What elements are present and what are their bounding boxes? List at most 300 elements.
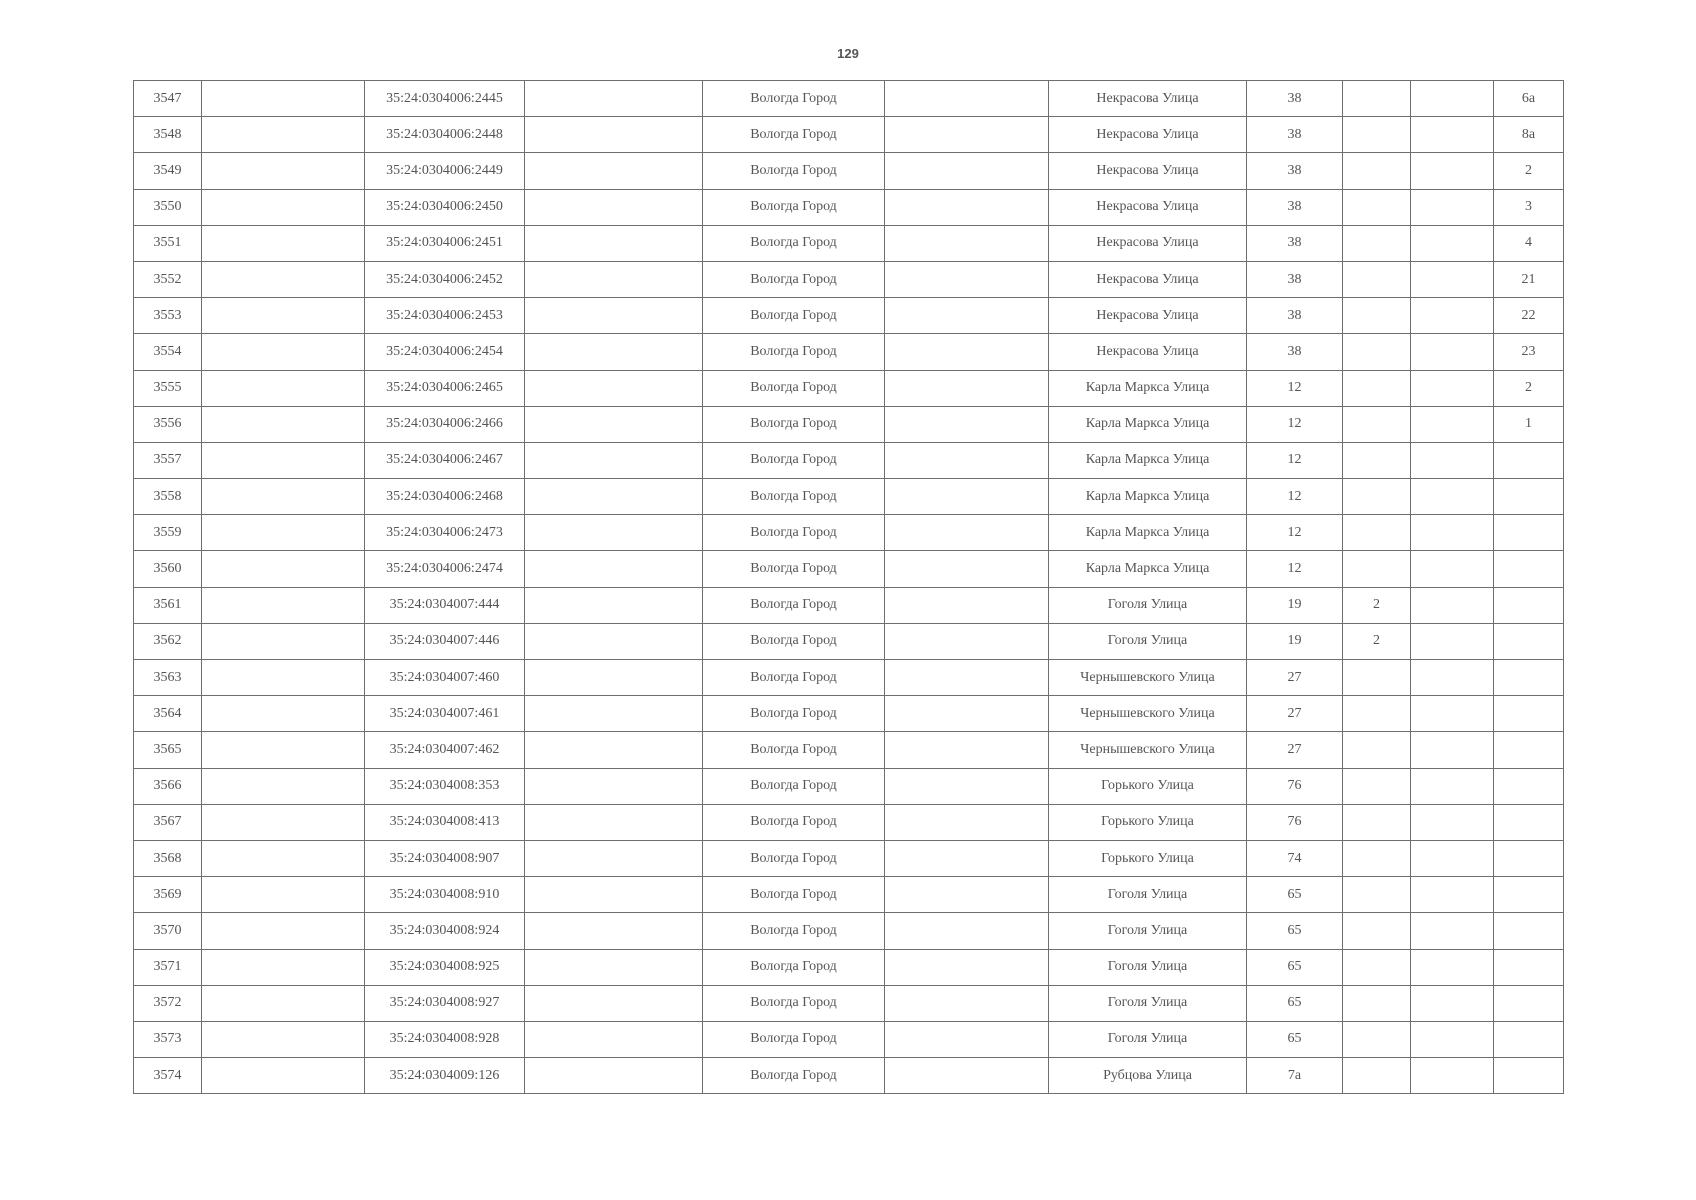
apartment-cell: 3 bbox=[1494, 189, 1564, 225]
column-10-cell bbox=[1411, 732, 1494, 768]
row-number-cell: 3555 bbox=[134, 370, 202, 406]
column-10-cell bbox=[1411, 81, 1494, 117]
apartment-cell: 8а bbox=[1494, 117, 1564, 153]
column-6-cell bbox=[885, 442, 1049, 478]
column-4-cell bbox=[525, 515, 703, 551]
row-number-cell: 3556 bbox=[134, 406, 202, 442]
house-number-cell: 65 bbox=[1247, 913, 1343, 949]
column-4-cell bbox=[525, 117, 703, 153]
column-6-cell bbox=[885, 1058, 1049, 1094]
column-4-cell bbox=[525, 1058, 703, 1094]
table-row bbox=[134, 370, 1564, 406]
column-2-cell bbox=[202, 1058, 365, 1094]
table-row bbox=[134, 877, 1564, 913]
row-number-cell: 3560 bbox=[134, 551, 202, 587]
cadastral-number-cell: 35:24:0304008:927 bbox=[365, 985, 525, 1021]
building-cell bbox=[1343, 840, 1411, 876]
table-row bbox=[134, 840, 1564, 876]
row-number-cell: 3569 bbox=[134, 877, 202, 913]
house-number-cell: 19 bbox=[1247, 587, 1343, 623]
cadastral-number-cell: 35:24:0304006:2453 bbox=[365, 298, 525, 334]
column-2-cell bbox=[202, 298, 365, 334]
column-6-cell bbox=[885, 840, 1049, 876]
column-10-cell bbox=[1411, 877, 1494, 913]
street-cell: Некрасова Улица bbox=[1049, 153, 1247, 189]
column-10-cell bbox=[1411, 442, 1494, 478]
apartment-cell: 2 bbox=[1494, 370, 1564, 406]
building-cell bbox=[1343, 660, 1411, 696]
house-number-cell: 38 bbox=[1247, 334, 1343, 370]
column-6-cell bbox=[885, 81, 1049, 117]
column-2-cell bbox=[202, 732, 365, 768]
cadastral-number-cell: 35:24:0304006:2467 bbox=[365, 442, 525, 478]
column-10-cell bbox=[1411, 913, 1494, 949]
street-cell: Некрасова Улица bbox=[1049, 334, 1247, 370]
street-cell: Некрасова Улица bbox=[1049, 117, 1247, 153]
city-cell: Вологда Город bbox=[703, 840, 885, 876]
city-cell: Вологда Город bbox=[703, 913, 885, 949]
street-cell: Чернышевского Улица bbox=[1049, 660, 1247, 696]
cadastral-number-cell: 35:24:0304006:2474 bbox=[365, 551, 525, 587]
table-row bbox=[134, 913, 1564, 949]
building-cell bbox=[1343, 189, 1411, 225]
city-cell: Вологда Город bbox=[703, 877, 885, 913]
column-6-cell bbox=[885, 587, 1049, 623]
house-number-cell: 65 bbox=[1247, 877, 1343, 913]
cadastral-number-cell: 35:24:0304006:2473 bbox=[365, 515, 525, 551]
row-number-cell: 3566 bbox=[134, 768, 202, 804]
column-6-cell bbox=[885, 117, 1049, 153]
city-cell: Вологда Город bbox=[703, 515, 885, 551]
apartment-cell bbox=[1494, 551, 1564, 587]
city-cell: Вологда Город bbox=[703, 804, 885, 840]
house-number-cell: 12 bbox=[1247, 406, 1343, 442]
city-cell: Вологда Город bbox=[703, 660, 885, 696]
column-10-cell bbox=[1411, 153, 1494, 189]
column-4-cell bbox=[525, 913, 703, 949]
column-4-cell bbox=[525, 370, 703, 406]
building-cell bbox=[1343, 913, 1411, 949]
street-cell: Некрасова Улица bbox=[1049, 261, 1247, 297]
column-10-cell bbox=[1411, 587, 1494, 623]
column-10-cell bbox=[1411, 804, 1494, 840]
cadastral-number-cell: 35:24:0304006:2466 bbox=[365, 406, 525, 442]
column-6-cell bbox=[885, 298, 1049, 334]
city-cell: Вологда Город bbox=[703, 1021, 885, 1057]
apartment-cell bbox=[1494, 840, 1564, 876]
row-number-cell: 3547 bbox=[134, 81, 202, 117]
apartment-cell bbox=[1494, 768, 1564, 804]
apartment-cell bbox=[1494, 696, 1564, 732]
building-cell bbox=[1343, 1021, 1411, 1057]
cadastral-number-cell: 35:24:0304008:928 bbox=[365, 1021, 525, 1057]
column-2-cell bbox=[202, 515, 365, 551]
city-cell: Вологда Город bbox=[703, 225, 885, 261]
table-row bbox=[134, 261, 1564, 297]
column-6-cell bbox=[885, 479, 1049, 515]
column-4-cell bbox=[525, 696, 703, 732]
cadastral-number-cell: 35:24:0304007:460 bbox=[365, 660, 525, 696]
cadastral-number-cell: 35:24:0304006:2451 bbox=[365, 225, 525, 261]
house-number-cell: 12 bbox=[1247, 551, 1343, 587]
house-number-cell: 38 bbox=[1247, 298, 1343, 334]
column-2-cell bbox=[202, 261, 365, 297]
column-4-cell bbox=[525, 877, 703, 913]
city-cell: Вологда Город bbox=[703, 949, 885, 985]
row-number-cell: 3570 bbox=[134, 913, 202, 949]
table-row bbox=[134, 1021, 1564, 1057]
street-cell: Карла Маркса Улица bbox=[1049, 442, 1247, 478]
column-6-cell bbox=[885, 696, 1049, 732]
building-cell bbox=[1343, 406, 1411, 442]
column-6-cell bbox=[885, 660, 1049, 696]
building-cell bbox=[1343, 117, 1411, 153]
column-6-cell bbox=[885, 225, 1049, 261]
street-cell: Гоголя Улица bbox=[1049, 1021, 1247, 1057]
table-row bbox=[134, 1058, 1564, 1094]
column-2-cell bbox=[202, 768, 365, 804]
column-10-cell bbox=[1411, 660, 1494, 696]
house-number-cell: 65 bbox=[1247, 1021, 1343, 1057]
house-number-cell: 38 bbox=[1247, 153, 1343, 189]
building-cell bbox=[1343, 949, 1411, 985]
row-number-cell: 3557 bbox=[134, 442, 202, 478]
table-row bbox=[134, 225, 1564, 261]
city-cell: Вологда Город bbox=[703, 406, 885, 442]
table-row bbox=[134, 804, 1564, 840]
apartment-cell bbox=[1494, 1021, 1564, 1057]
city-cell: Вологда Город bbox=[703, 732, 885, 768]
column-2-cell bbox=[202, 370, 365, 406]
building-cell bbox=[1343, 985, 1411, 1021]
column-6-cell bbox=[885, 877, 1049, 913]
column-6-cell bbox=[885, 913, 1049, 949]
cadastral-number-cell: 35:24:0304007:462 bbox=[365, 732, 525, 768]
column-6-cell bbox=[885, 334, 1049, 370]
street-cell: Гоголя Улица bbox=[1049, 623, 1247, 659]
table-row bbox=[134, 442, 1564, 478]
street-cell: Карла Маркса Улица bbox=[1049, 406, 1247, 442]
table-row bbox=[134, 660, 1564, 696]
column-4-cell bbox=[525, 732, 703, 768]
column-4-cell bbox=[525, 442, 703, 478]
column-2-cell bbox=[202, 442, 365, 478]
table-row bbox=[134, 334, 1564, 370]
column-10-cell bbox=[1411, 298, 1494, 334]
column-6-cell bbox=[885, 1021, 1049, 1057]
column-4-cell bbox=[525, 840, 703, 876]
street-cell: Некрасова Улица bbox=[1049, 189, 1247, 225]
street-cell: Гоголя Улица bbox=[1049, 913, 1247, 949]
column-4-cell bbox=[525, 551, 703, 587]
apartment-cell: 1 bbox=[1494, 406, 1564, 442]
table-row bbox=[134, 732, 1564, 768]
apartment-cell bbox=[1494, 949, 1564, 985]
table-row bbox=[134, 985, 1564, 1021]
house-number-cell: 38 bbox=[1247, 225, 1343, 261]
column-6-cell bbox=[885, 189, 1049, 225]
column-10-cell bbox=[1411, 189, 1494, 225]
building-cell bbox=[1343, 261, 1411, 297]
apartment-cell bbox=[1494, 587, 1564, 623]
building-cell bbox=[1343, 696, 1411, 732]
column-10-cell bbox=[1411, 1021, 1494, 1057]
city-cell: Вологда Город bbox=[703, 261, 885, 297]
street-cell: Гоголя Улица bbox=[1049, 949, 1247, 985]
street-cell: Некрасова Улица bbox=[1049, 298, 1247, 334]
city-cell: Вологда Город bbox=[703, 623, 885, 659]
table-row bbox=[134, 406, 1564, 442]
table-row bbox=[134, 949, 1564, 985]
table-row bbox=[134, 189, 1564, 225]
column-2-cell bbox=[202, 1021, 365, 1057]
column-10-cell bbox=[1411, 479, 1494, 515]
column-2-cell bbox=[202, 81, 365, 117]
column-4-cell bbox=[525, 189, 703, 225]
column-10-cell bbox=[1411, 840, 1494, 876]
street-cell: Горького Улица bbox=[1049, 804, 1247, 840]
column-2-cell bbox=[202, 225, 365, 261]
cadastral-number-cell: 35:24:0304007:446 bbox=[365, 623, 525, 659]
column-2-cell bbox=[202, 189, 365, 225]
city-cell: Вологда Город bbox=[703, 334, 885, 370]
row-number-cell: 3552 bbox=[134, 261, 202, 297]
cadastral-number-cell: 35:24:0304006:2465 bbox=[365, 370, 525, 406]
row-number-cell: 3565 bbox=[134, 732, 202, 768]
building-cell bbox=[1343, 442, 1411, 478]
building-cell bbox=[1343, 334, 1411, 370]
cadastral-number-cell: 35:24:0304008:907 bbox=[365, 840, 525, 876]
column-4-cell bbox=[525, 225, 703, 261]
column-2-cell bbox=[202, 334, 365, 370]
table-row bbox=[134, 696, 1564, 732]
column-10-cell bbox=[1411, 334, 1494, 370]
apartment-cell: 4 bbox=[1494, 225, 1564, 261]
table-row bbox=[134, 479, 1564, 515]
apartment-cell: 22 bbox=[1494, 298, 1564, 334]
building-cell bbox=[1343, 225, 1411, 261]
house-number-cell: 7а bbox=[1247, 1058, 1343, 1094]
column-2-cell bbox=[202, 696, 365, 732]
column-2-cell bbox=[202, 623, 365, 659]
row-number-cell: 3568 bbox=[134, 840, 202, 876]
column-6-cell bbox=[885, 153, 1049, 189]
row-number-cell: 3567 bbox=[134, 804, 202, 840]
registry-table bbox=[133, 80, 1564, 1094]
building-cell bbox=[1343, 768, 1411, 804]
building-cell bbox=[1343, 804, 1411, 840]
city-cell: Вологда Город bbox=[703, 587, 885, 623]
house-number-cell: 12 bbox=[1247, 479, 1343, 515]
building-cell bbox=[1343, 479, 1411, 515]
apartment-cell bbox=[1494, 804, 1564, 840]
column-10-cell bbox=[1411, 696, 1494, 732]
registry-body bbox=[134, 81, 1564, 1094]
cadastral-number-cell: 35:24:0304008:910 bbox=[365, 877, 525, 913]
row-number-cell: 3573 bbox=[134, 1021, 202, 1057]
table-row bbox=[134, 587, 1564, 623]
column-6-cell bbox=[885, 370, 1049, 406]
house-number-cell: 74 bbox=[1247, 840, 1343, 876]
column-4-cell bbox=[525, 261, 703, 297]
cadastral-number-cell: 35:24:0304008:925 bbox=[365, 949, 525, 985]
column-2-cell bbox=[202, 804, 365, 840]
building-cell bbox=[1343, 153, 1411, 189]
row-number-cell: 3559 bbox=[134, 515, 202, 551]
row-number-cell: 3571 bbox=[134, 949, 202, 985]
house-number-cell: 19 bbox=[1247, 623, 1343, 659]
house-number-cell: 12 bbox=[1247, 442, 1343, 478]
column-10-cell bbox=[1411, 370, 1494, 406]
city-cell: Вологда Город bbox=[703, 298, 885, 334]
table-row bbox=[134, 81, 1564, 117]
street-cell: Карла Маркса Улица bbox=[1049, 370, 1247, 406]
city-cell: Вологда Город bbox=[703, 479, 885, 515]
apartment-cell: 21 bbox=[1494, 261, 1564, 297]
city-cell: Вологда Город bbox=[703, 117, 885, 153]
column-4-cell bbox=[525, 298, 703, 334]
house-number-cell: 76 bbox=[1247, 768, 1343, 804]
column-2-cell bbox=[202, 406, 365, 442]
column-6-cell bbox=[885, 732, 1049, 768]
column-6-cell bbox=[885, 551, 1049, 587]
apartment-cell bbox=[1494, 623, 1564, 659]
apartment-cell: 6а bbox=[1494, 81, 1564, 117]
column-2-cell bbox=[202, 117, 365, 153]
column-6-cell bbox=[885, 768, 1049, 804]
row-number-cell: 3563 bbox=[134, 660, 202, 696]
street-cell: Карла Маркса Улица bbox=[1049, 479, 1247, 515]
row-number-cell: 3549 bbox=[134, 153, 202, 189]
column-6-cell bbox=[885, 515, 1049, 551]
building-cell bbox=[1343, 877, 1411, 913]
column-10-cell bbox=[1411, 261, 1494, 297]
column-2-cell bbox=[202, 479, 365, 515]
table-row bbox=[134, 551, 1564, 587]
column-2-cell bbox=[202, 660, 365, 696]
house-number-cell: 65 bbox=[1247, 949, 1343, 985]
building-cell bbox=[1343, 370, 1411, 406]
column-10-cell bbox=[1411, 949, 1494, 985]
apartment-cell bbox=[1494, 913, 1564, 949]
apartment-cell: 23 bbox=[1494, 334, 1564, 370]
apartment-cell bbox=[1494, 877, 1564, 913]
building-cell bbox=[1343, 515, 1411, 551]
column-10-cell bbox=[1411, 406, 1494, 442]
house-number-cell: 76 bbox=[1247, 804, 1343, 840]
city-cell: Вологда Город bbox=[703, 696, 885, 732]
building-cell bbox=[1343, 298, 1411, 334]
row-number-cell: 3548 bbox=[134, 117, 202, 153]
column-2-cell bbox=[202, 985, 365, 1021]
column-4-cell bbox=[525, 623, 703, 659]
cadastral-number-cell: 35:24:0304006:2449 bbox=[365, 153, 525, 189]
column-2-cell bbox=[202, 877, 365, 913]
column-4-cell bbox=[525, 804, 703, 840]
column-6-cell bbox=[885, 406, 1049, 442]
table-row bbox=[134, 298, 1564, 334]
column-10-cell bbox=[1411, 515, 1494, 551]
column-4-cell bbox=[525, 81, 703, 117]
page-number: 129 bbox=[837, 46, 859, 61]
column-10-cell bbox=[1411, 551, 1494, 587]
column-10-cell bbox=[1411, 1058, 1494, 1094]
column-2-cell bbox=[202, 551, 365, 587]
column-4-cell bbox=[525, 406, 703, 442]
street-cell: Карла Маркса Улица bbox=[1049, 551, 1247, 587]
street-cell: Некрасова Улица bbox=[1049, 225, 1247, 261]
building-cell bbox=[1343, 551, 1411, 587]
apartment-cell bbox=[1494, 442, 1564, 478]
column-4-cell bbox=[525, 587, 703, 623]
apartment-cell bbox=[1494, 515, 1564, 551]
table-row bbox=[134, 623, 1564, 659]
city-cell: Вологда Город bbox=[703, 985, 885, 1021]
building-cell: 2 bbox=[1343, 623, 1411, 659]
apartment-cell bbox=[1494, 1058, 1564, 1094]
column-4-cell bbox=[525, 153, 703, 189]
house-number-cell: 12 bbox=[1247, 370, 1343, 406]
city-cell: Вологда Город bbox=[703, 551, 885, 587]
street-cell: Гоголя Улица bbox=[1049, 587, 1247, 623]
building-cell bbox=[1343, 81, 1411, 117]
column-2-cell bbox=[202, 840, 365, 876]
column-6-cell bbox=[885, 985, 1049, 1021]
row-number-cell: 3561 bbox=[134, 587, 202, 623]
house-number-cell: 27 bbox=[1247, 660, 1343, 696]
apartment-cell bbox=[1494, 985, 1564, 1021]
row-number-cell: 3574 bbox=[134, 1058, 202, 1094]
street-cell: Гоголя Улица bbox=[1049, 985, 1247, 1021]
city-cell: Вологда Город bbox=[703, 81, 885, 117]
house-number-cell: 38 bbox=[1247, 117, 1343, 153]
cadastral-number-cell: 35:24:0304008:413 bbox=[365, 804, 525, 840]
column-4-cell bbox=[525, 768, 703, 804]
column-4-cell bbox=[525, 334, 703, 370]
column-2-cell bbox=[202, 913, 365, 949]
column-10-cell bbox=[1411, 985, 1494, 1021]
column-4-cell bbox=[525, 1021, 703, 1057]
cadastral-number-cell: 35:24:0304007:444 bbox=[365, 587, 525, 623]
street-cell: Горького Улица bbox=[1049, 768, 1247, 804]
street-cell: Чернышевского Улица bbox=[1049, 696, 1247, 732]
column-2-cell bbox=[202, 587, 365, 623]
cadastral-number-cell: 35:24:0304006:2450 bbox=[365, 189, 525, 225]
cadastral-number-cell: 35:24:0304007:461 bbox=[365, 696, 525, 732]
street-cell: Горького Улица bbox=[1049, 840, 1247, 876]
column-6-cell bbox=[885, 261, 1049, 297]
house-number-cell: 27 bbox=[1247, 696, 1343, 732]
apartment-cell bbox=[1494, 732, 1564, 768]
house-number-cell: 12 bbox=[1247, 515, 1343, 551]
cadastral-number-cell: 35:24:0304006:2468 bbox=[365, 479, 525, 515]
house-number-cell: 65 bbox=[1247, 985, 1343, 1021]
city-cell: Вологда Город bbox=[703, 442, 885, 478]
cadastral-number-cell: 35:24:0304008:924 bbox=[365, 913, 525, 949]
apartment-cell: 2 bbox=[1494, 153, 1564, 189]
cadastral-number-cell: 35:24:0304006:2452 bbox=[365, 261, 525, 297]
column-6-cell bbox=[885, 804, 1049, 840]
city-cell: Вологда Город bbox=[703, 1058, 885, 1094]
house-number-cell: 38 bbox=[1247, 261, 1343, 297]
row-number-cell: 3553 bbox=[134, 298, 202, 334]
city-cell: Вологда Город bbox=[703, 370, 885, 406]
column-4-cell bbox=[525, 949, 703, 985]
building-cell: 2 bbox=[1343, 587, 1411, 623]
table-row bbox=[134, 153, 1564, 189]
column-2-cell bbox=[202, 949, 365, 985]
column-4-cell bbox=[525, 479, 703, 515]
